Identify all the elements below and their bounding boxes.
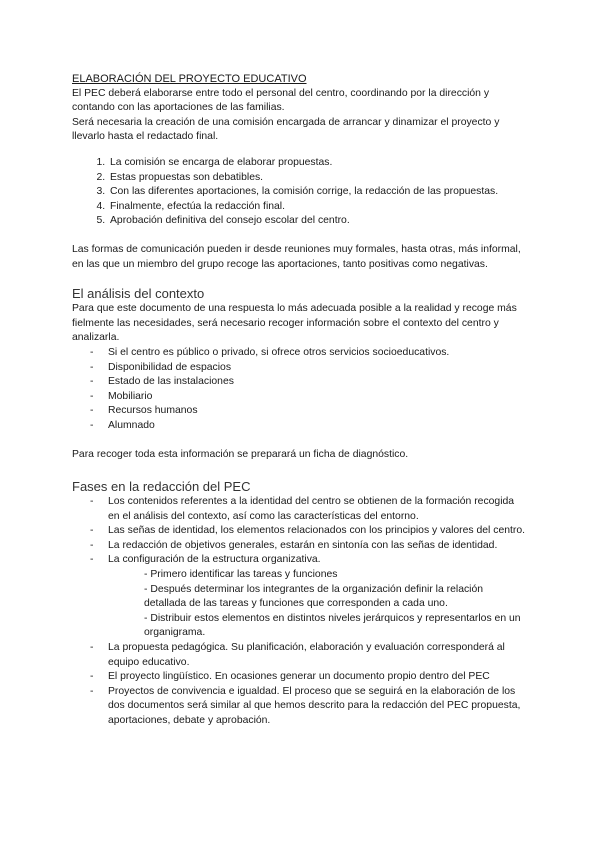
list-item: - Recursos humanos <box>108 404 528 419</box>
intro-paragraph: Será necesaria la creación de una comisión encargada de arrancar y dinamizar el proyecto y llevarlo hasta el redactado final. <box>72 116 500 143</box>
communication-paragraph: Las formas de comunicación pueden ir desde reuniones muy formales, hasta otras, más informal, en las que un miembro del grupo recoge las aportaciones, tanto positivas como negativas. <box>72 243 521 270</box>
sub-list-item: - Distribuir estos elementos en distintos niveles jerárquicos y representarlos en un organigrama. <box>144 612 521 639</box>
context-list <box>72 346 528 434</box>
page-title: ELABORACIÓN DEL PROYECTO EDUCATIVO <box>72 73 307 85</box>
list-item-text: La configuración de la estructura organizativa. <box>108 554 321 566</box>
list-item: 1. La comisión se encarga de elaborar propuestas. <box>108 156 528 171</box>
list-item <box>108 553 528 641</box>
list-item: 4. Finalmente, efectúa la redacción final. <box>108 200 528 215</box>
context-intro: Para que este documento de una respuesta lo más adecuada posible a la realidad y recoge más fielmente las necesidades, será necesario recoger información sobre el contexto del centro y analizarla. <box>72 303 517 344</box>
list-item: - Estado de las instalaciones <box>108 375 528 390</box>
list-item: - El proyecto lingüístico. En ocasiones generar un documento propio dentro del PEC <box>108 670 528 685</box>
list-item: - Si el centro es público o privado, si ofrece otros servicios socioeducativos. <box>108 346 528 361</box>
list-item: - Los contenidos referentes a la identidad del centro se obtienen de la formación recogida en el análisis del contexto, así como las características del entorno. <box>108 495 528 524</box>
section-heading-context: El análisis del contexto <box>72 286 205 302</box>
list-item: - La redacción de objetivos generales, estarán en sintonía con las señas de identidad. <box>108 539 528 554</box>
list-item: 3. Con las diferentes aportaciones, la comisión corrige, la redacción de las propuestas. <box>108 185 528 200</box>
list-item: 5. Aprobación definitiva del consejo escolar del centro. <box>108 214 528 229</box>
list-item: - Las señas de identidad, los elementos relacionados con los principios y valores del centro. <box>108 524 528 539</box>
list-item: 2. Estas propuestas son debatibles. <box>108 171 528 186</box>
list-item: - Proyectos de convivencia e igualdad. El proceso que se seguirá en la elaboración de los dos documentos será similar al que hemos descrito para la redacción del PEC propuesta, aportaciones, debate y aprobación. <box>108 685 528 729</box>
section-heading-phases: Fases en la redacción del PEC <box>72 479 251 495</box>
list-item: - Alumnado <box>108 419 528 434</box>
steps-list <box>72 156 528 229</box>
context-closing: Para recoger toda esta información se preparará un ficha de diagnóstico. <box>72 449 409 461</box>
sub-list <box>108 568 528 641</box>
sub-list-item: - Después determinar los integrantes de la organización definir la relación detallada de las tareas y funciones que corresponden a cada uno. <box>144 583 484 610</box>
list-item: - La propuesta pedagógica. Su planificación, elaboración y evaluación corresponderá al equipo educativo. <box>108 641 528 670</box>
sub-list-item: - Primero identificar las tareas y funciones <box>144 569 338 581</box>
list-item: - Mobiliario <box>108 390 528 405</box>
phases-list <box>72 495 528 729</box>
intro-paragraph: El PEC deberá elaborarse entre todo el personal del centro, coordinando por la dirección y contando con las aportaciones de las familias. <box>72 87 490 114</box>
list-item: - Disponibilidad de espacios <box>108 361 528 376</box>
